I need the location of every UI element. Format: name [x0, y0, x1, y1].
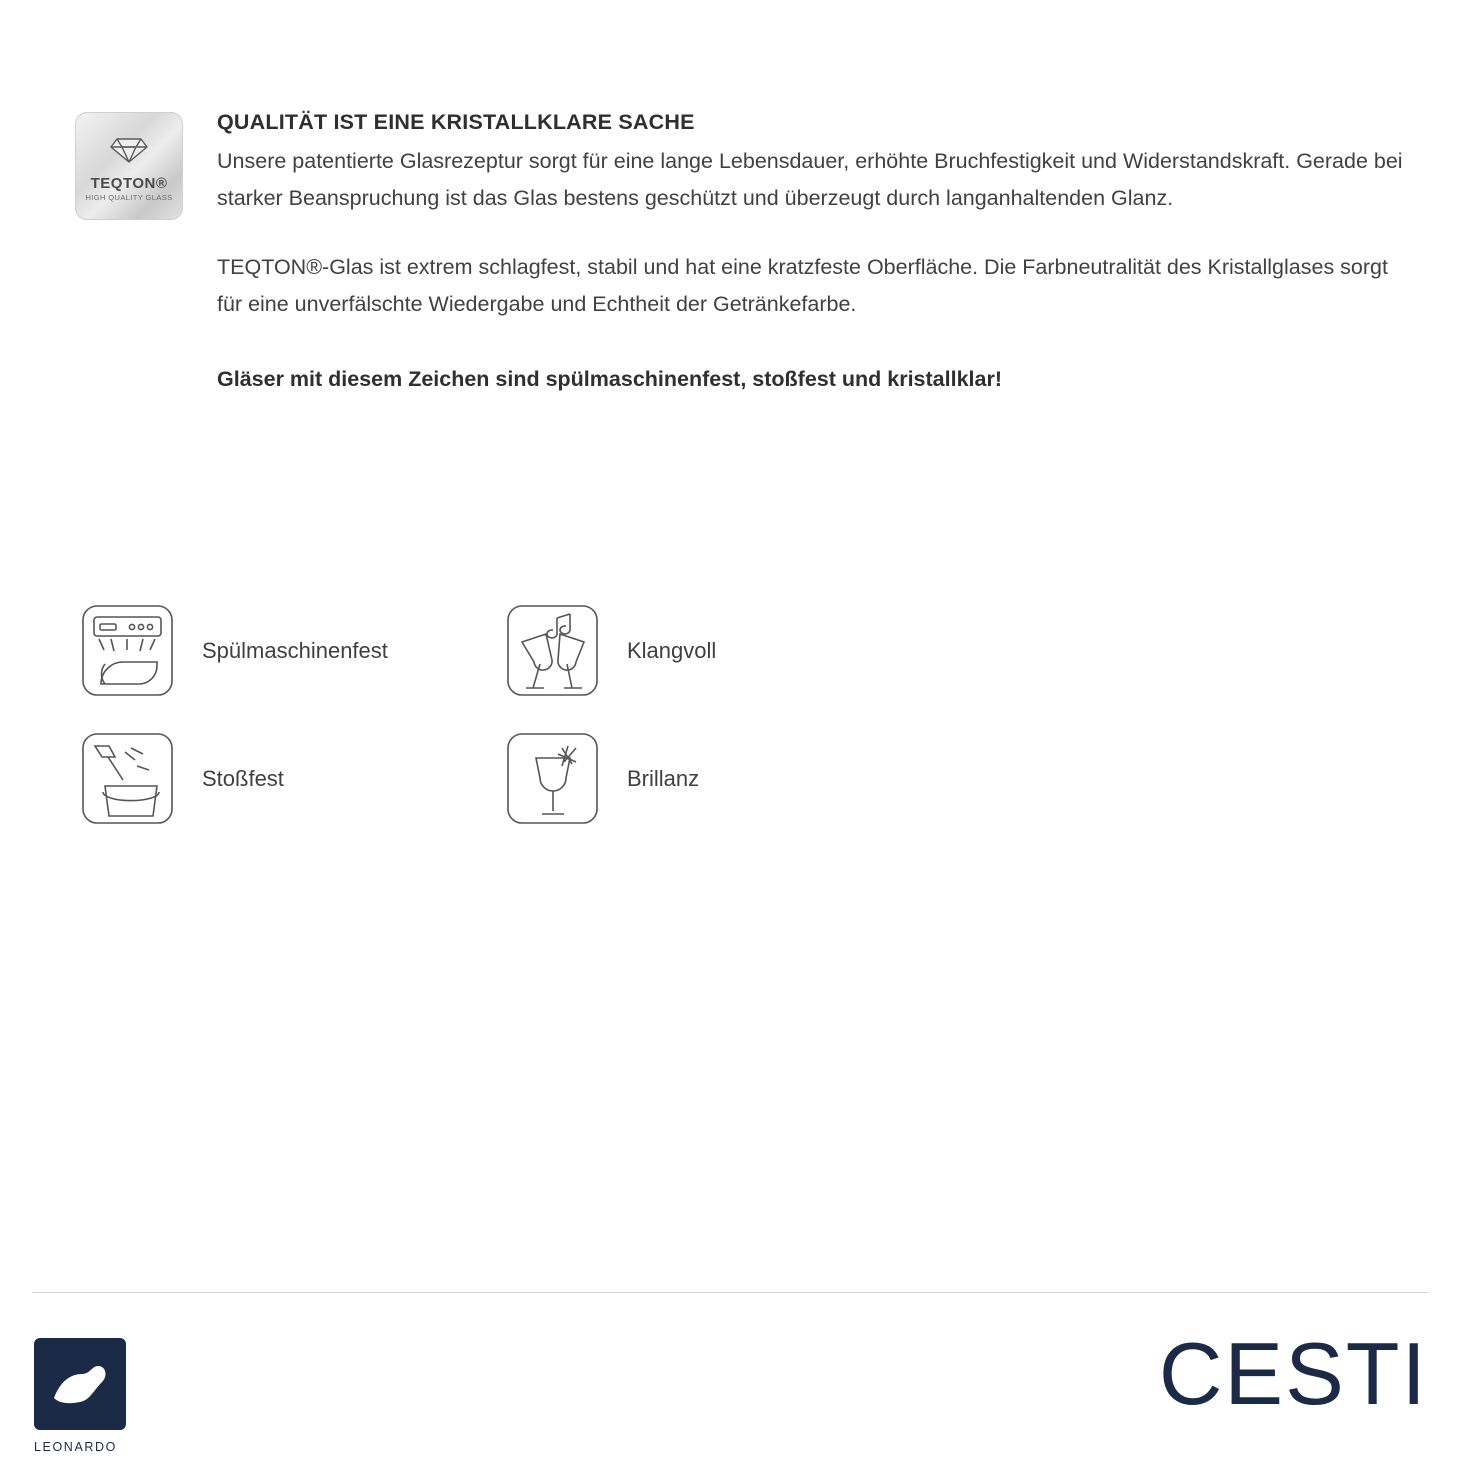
feature-label: Stoßfest	[202, 765, 284, 791]
cheers-music-icon	[500, 598, 605, 703]
diamond-icon	[109, 135, 149, 170]
feature-item-brillanz	[500, 726, 699, 831]
leonardo-brand	[34, 1338, 214, 1454]
info-title: QUALITÄT IST EINE KRISTALLKLARE SACHE	[217, 110, 695, 134]
cesti-wordmark: CESTI	[1158, 1324, 1428, 1423]
feature-row	[75, 598, 975, 703]
feature-item-klangvoll	[500, 598, 716, 703]
info-paragraph-1: Unsere patentierte Glasrezeptur sorgt für eine lange Lebensdauer, erhöhte Bruchfestigkeit und Widerstandskraft. Gerade bei starker Beanspruchung ist das Glas bestens geschützt und überzeugt durch langanhaltenden Glanz.	[217, 149, 1403, 210]
info-paragraph-2: TEQTON®-Glas ist extrem schlagfest, stabil und hat eine kratzfeste Oberfläche. Die Farbneutralität des Kristallglases sorgt für eine unverfälschte Wiedergabe und Echtheit der Getränkefarbe.	[217, 254, 1388, 316]
teqton-badge-name: TEQTON®	[90, 174, 168, 192]
feature-row	[75, 726, 975, 831]
feature-label: Brillanz	[627, 765, 700, 791]
info-text-column	[217, 108, 1405, 418]
brilliance-icon	[500, 726, 605, 831]
feature-label: Spülmaschinenfest	[202, 637, 388, 663]
feature-item-dishwasher-safe	[75, 598, 500, 703]
feature-list	[75, 598, 975, 854]
feature-item-stossfest	[75, 726, 500, 831]
footer-divider	[32, 1292, 1428, 1293]
feature-label: Klangvoll	[627, 637, 717, 663]
info-highlight: Gläser mit diesem Zeichen sind spülmaschinenfest, stoßfest und kristallklar!	[217, 366, 1002, 391]
teqton-badge	[75, 112, 183, 220]
dishwasher-safe-icon	[75, 598, 180, 703]
impact-resistant-icon	[75, 726, 180, 831]
teqton-badge-subtitle: HIGH QUALITY GLASS	[85, 192, 173, 202]
leonardo-logo-icon	[34, 1338, 126, 1430]
leonardo-wordmark: LEONARDO	[34, 1440, 117, 1454]
product-info-block	[75, 108, 1405, 418]
